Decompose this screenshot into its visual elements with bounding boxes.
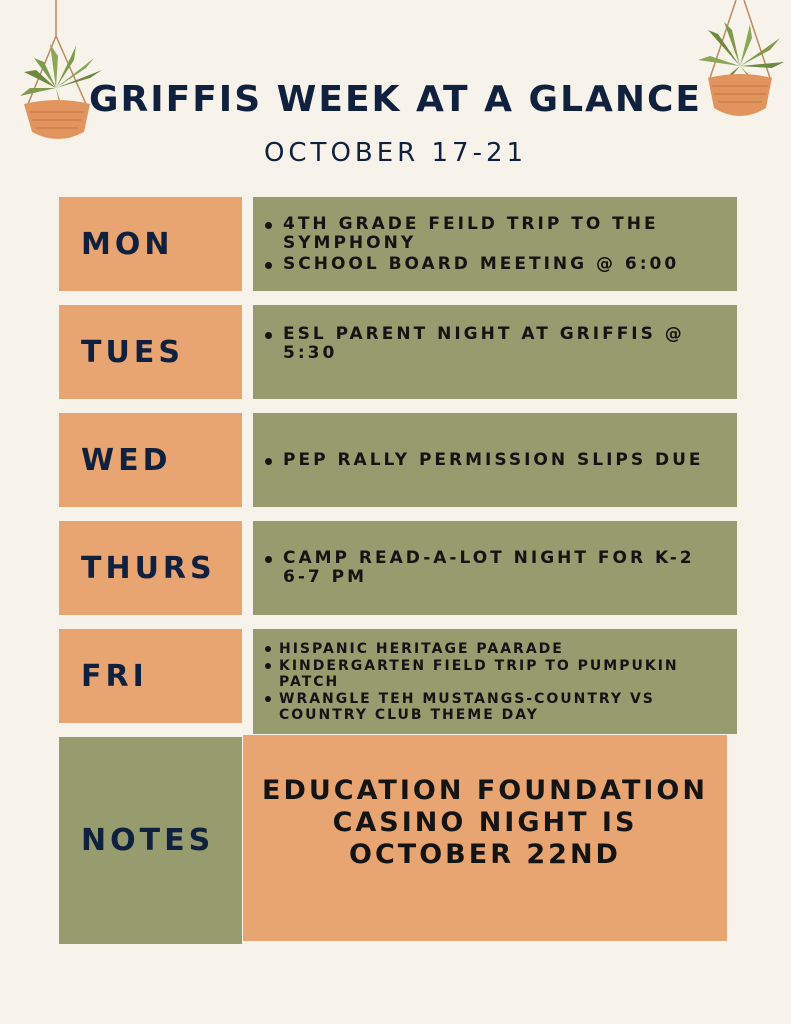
date-range: OCTOBER 17-21 [263,138,528,168]
events-fri [253,629,737,734]
day-label-mon: MON [59,197,242,291]
event-item: KINDERGARTEN FIELD TRIP TO PUMPUKIN PATCH [261,658,727,690]
day-label-thurs: THURS [59,521,242,615]
events-tues [253,305,737,399]
notes-text: EDUCATION FOUNDATION CASINO NIGHT IS OCTOBER 22ND [243,735,727,941]
events-wed [253,413,737,507]
events-mon [253,197,737,291]
event-item: ESL PARENT NIGHT AT GRIFFIS @ 5:30 [261,325,727,363]
event-item: SCHOOL BOARD MEETING @ 6:00 [261,255,727,274]
hanging-plant-icon [14,0,106,146]
event-item: HISPANIC HERITAGE PAARADE [261,641,727,657]
day-label-fri: FRI [59,629,242,723]
event-item: WRANGLE TEH MUSTANGS-COUNTRY VS COUNTRY CLUB THEME DAY [261,691,727,723]
event-item: PEP RALLY PERMISSION SLIPS DUE [261,451,727,470]
day-label-tues: TUES [59,305,242,399]
notes-label: NOTES [59,737,242,944]
event-item: 4TH GRADE FEILD TRIP TO THE SYMPHONY [261,215,727,253]
day-label-wed: WED [59,413,242,507]
events-thurs [253,521,737,615]
page-title: GRIFFIS WEEK AT A GLANCE [88,79,703,120]
event-item: CAMP READ-A-LOT NIGHT FOR K-2 6-7 PM [261,549,727,587]
